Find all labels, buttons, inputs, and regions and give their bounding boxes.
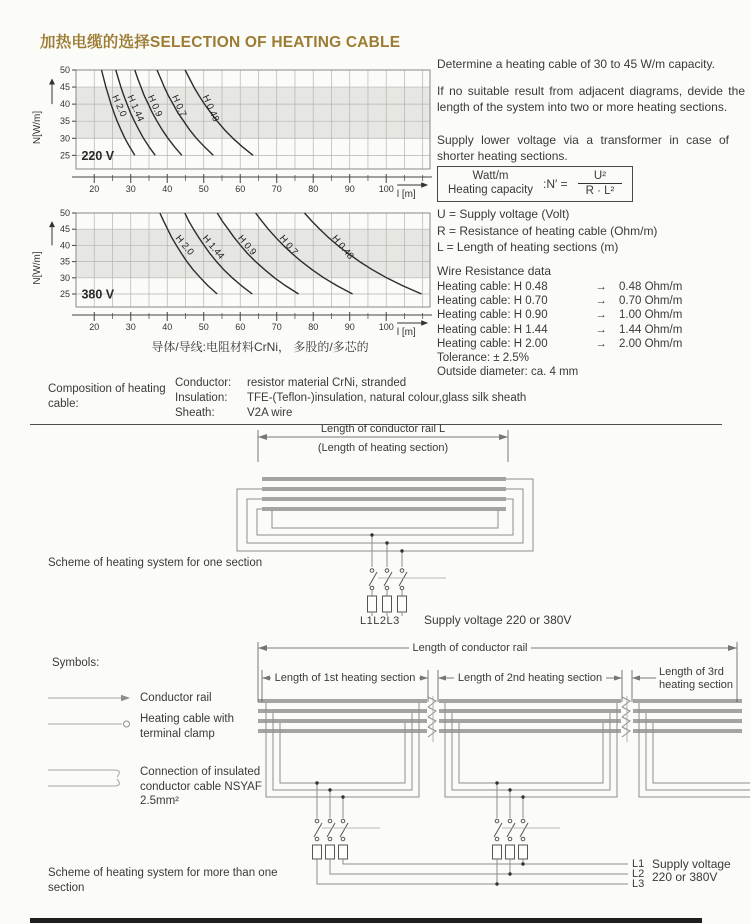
composition-part: Sheath: (175, 407, 215, 419)
junction-dot (370, 533, 373, 536)
d2-phase-l2: L2 (632, 868, 645, 880)
d2-phase-l1: L1 (632, 858, 645, 870)
fuse-icons (313, 845, 528, 859)
d2-caption: Scheme of heating system for more than one section (48, 867, 278, 894)
wire-resistance-title: Wire Resistance data (437, 264, 552, 278)
composition-desc: resistor material CrNi, stranded (247, 377, 407, 389)
legend-r: R = Resistance of heating cable (Ohm/m) (437, 223, 658, 238)
d1-supply-label: Supply voltage 220 or 380V (424, 613, 572, 627)
junction-dot (400, 549, 403, 552)
d1-dim-label-1: Length of conductor rail L (320, 423, 446, 435)
d2-dim-section2: Length of 2nd heating section (450, 672, 610, 685)
cable-label: Heating cable: H 0.90 (437, 309, 548, 322)
connection-symbol-bottom (48, 779, 119, 786)
one-section-diagram (237, 430, 533, 616)
cable-label: Heating cable: H 1.44 (437, 323, 548, 336)
d2-supply-label-2: 220 or 380V (652, 870, 718, 884)
cable-label: Heating cable: H 0.70 (437, 295, 548, 308)
y-tick-label: 40 (59, 240, 70, 251)
conductor-rails (258, 700, 742, 732)
d2-phase-l3: L3 (632, 878, 645, 890)
y-tick-label: 30 (59, 272, 70, 283)
note-capacity: Determine a heating cable of 30 to 45 W/m capacity. (437, 57, 715, 71)
cable-value: 1.44 Ohm/m (619, 323, 683, 336)
connection-symbol-top (48, 770, 119, 777)
curve-label: H 1.44 (199, 233, 227, 262)
arrow-icon: → (595, 295, 607, 308)
terminal-clamp-icon (124, 721, 130, 727)
symbol-label-connection: Connection of insulated conductor cable NSYAF 2.5mm² (140, 766, 262, 807)
curve-label: H 0.48 (329, 233, 356, 262)
y-tick-label: 50 (59, 65, 70, 75)
curve-label: H 0.7 (276, 233, 300, 258)
x-axis-label: l [m] (396, 189, 416, 200)
note-transformer: Supply lower voltage via a transformer in case of shorter heating sections. (437, 133, 729, 163)
page-bottom-strip (30, 918, 702, 923)
fuse-icons (368, 590, 407, 616)
switch-icons (369, 569, 446, 590)
symbols-legend-art (48, 695, 130, 786)
symbol-label-conductor-rail: Conductor rail (140, 692, 212, 704)
y-tick-label: 35 (59, 116, 70, 127)
junction-dot (385, 541, 388, 544)
y-tick-label: 50 (59, 208, 70, 218)
composition-part: Insulation: (175, 392, 228, 404)
d1-dim-label-2: (Length of heating section) (317, 442, 449, 454)
cable-value: 2.00 Ohm/m (619, 337, 683, 350)
y-tick-label: 30 (59, 133, 70, 144)
curve-label: H 2.0 (109, 93, 129, 119)
y-tick-label: 35 (59, 256, 70, 267)
y-tick-label: 25 (59, 150, 70, 161)
curve-label: H 1.44 (124, 93, 147, 124)
switch-icons (314, 819, 560, 841)
y-axis-label: N[W/m] (32, 110, 43, 145)
x-tick-label: 90 (344, 184, 355, 194)
arrow-icon: → (595, 281, 607, 293)
tolerance-line: Tolerance: ± 2.5% (437, 352, 529, 365)
curve-label: H 0.9 (145, 93, 165, 119)
d2-dim-section1: Length of 1st heating section (265, 672, 425, 685)
symbol-label-heating-cable: Heating cable with terminal clamp (140, 713, 234, 740)
arrow-icon: → (595, 323, 607, 336)
rail-arrow-icon (121, 695, 130, 701)
conductor-note: 导体/导线:电阻材料CrNi， 多股的/多芯的 (151, 340, 369, 354)
rail-connector-icons (428, 696, 630, 742)
x-tick-label: 80 (308, 184, 319, 194)
cable-label: Heating cable: H 2.00 (437, 337, 548, 350)
x-tick-label: 60 (235, 322, 246, 332)
formula-label-top: Watt/m (472, 170, 509, 182)
composition-desc: TFE-(Teflon-)insulation, natural colour,glass silk sheath (247, 392, 527, 404)
note-sections: If no suitable result from adjacent diagrams, devide the length of the system into two or more heating sections. (437, 84, 745, 114)
x-tick-label: 30 (125, 184, 136, 194)
page-title-en: SELECTION OF HEATING CABLE (149, 34, 401, 51)
x-tick-label: 50 (198, 184, 209, 194)
formula-label-bottom: Heating capacity (448, 183, 534, 196)
legend-l: L = Length of heating sections (m) (437, 240, 619, 254)
y-tick-label: 40 (59, 99, 70, 110)
d1-caption: Scheme of heating system for one section (48, 557, 263, 569)
composition-desc: V2A wire (247, 407, 293, 419)
d2-dim-section3: Length of 3rd heating section (659, 666, 733, 691)
d2-supply-label-1: Supply voltage (652, 857, 731, 871)
x-tick-label: 100 (378, 184, 394, 194)
composition-part: Conductor: (175, 377, 232, 389)
x-tick-label: 70 (271, 322, 282, 332)
y-tick-label: 45 (59, 82, 70, 93)
dim-arrow-left-icon (258, 434, 267, 440)
x-axis-label: l [m] (396, 327, 416, 338)
y-tick-label: 45 (59, 224, 70, 235)
legend-u: U = Supply voltage (Volt) (437, 207, 570, 221)
x-tick-label: 100 (378, 322, 394, 332)
x-tick-label: 20 (89, 322, 100, 332)
curve-label: H 2.0 (172, 233, 196, 258)
arrow-icon: → (595, 309, 607, 322)
cable-value: 1.00 Ohm/m (619, 309, 683, 322)
x-tick-label: 40 (162, 322, 173, 332)
formula-denominator: R · L² (578, 183, 623, 197)
curve-label: H 0.48 (199, 93, 222, 124)
cable-label: Heating cable: H 0.48 (437, 281, 548, 293)
x-tick-label: 50 (198, 322, 209, 332)
page-title-zh: 加热电缆的选择 (40, 34, 150, 51)
x-tick-label: 90 (344, 322, 355, 332)
supply-bus (317, 859, 628, 884)
curve-label: H 0.7 (169, 93, 189, 119)
section-cable-loops (266, 703, 750, 797)
voltage-label: 220 V (81, 149, 115, 164)
x-tick-label: 70 (271, 184, 282, 194)
d2-dim-total: Length of conductor rail (370, 642, 570, 655)
formula-symbol: :N′ = (543, 176, 568, 191)
arrow-icon: → (595, 337, 607, 350)
y-tick-label: 25 (59, 289, 70, 300)
formula-numerator: U² (593, 170, 607, 182)
x-tick-label: 40 (162, 184, 173, 194)
cable-value: 0.48 Ohm/m (619, 281, 683, 293)
symbols-title: Symbols: (52, 657, 100, 669)
x-tick-label: 80 (308, 322, 319, 332)
dim-arrow-right-icon (499, 434, 508, 440)
voltage-label: 380 V (81, 287, 115, 302)
cable-value: 0.70 Ohm/m (619, 295, 683, 308)
conductor-rails (262, 478, 506, 510)
composition-label: Composition of heating cable: (48, 383, 166, 410)
x-tick-label: 30 (125, 322, 136, 332)
supply-drops (317, 783, 523, 818)
d1-phase-labels: L1L2L3 (360, 615, 400, 627)
diameter-line: Outside diameter: ca. 4 mm (437, 366, 579, 379)
x-tick-label: 20 (89, 184, 100, 194)
x-tick-label: 60 (235, 184, 246, 194)
curve-label: H 0.9 (235, 233, 259, 258)
y-axis-label: N[W/m] (32, 251, 43, 285)
